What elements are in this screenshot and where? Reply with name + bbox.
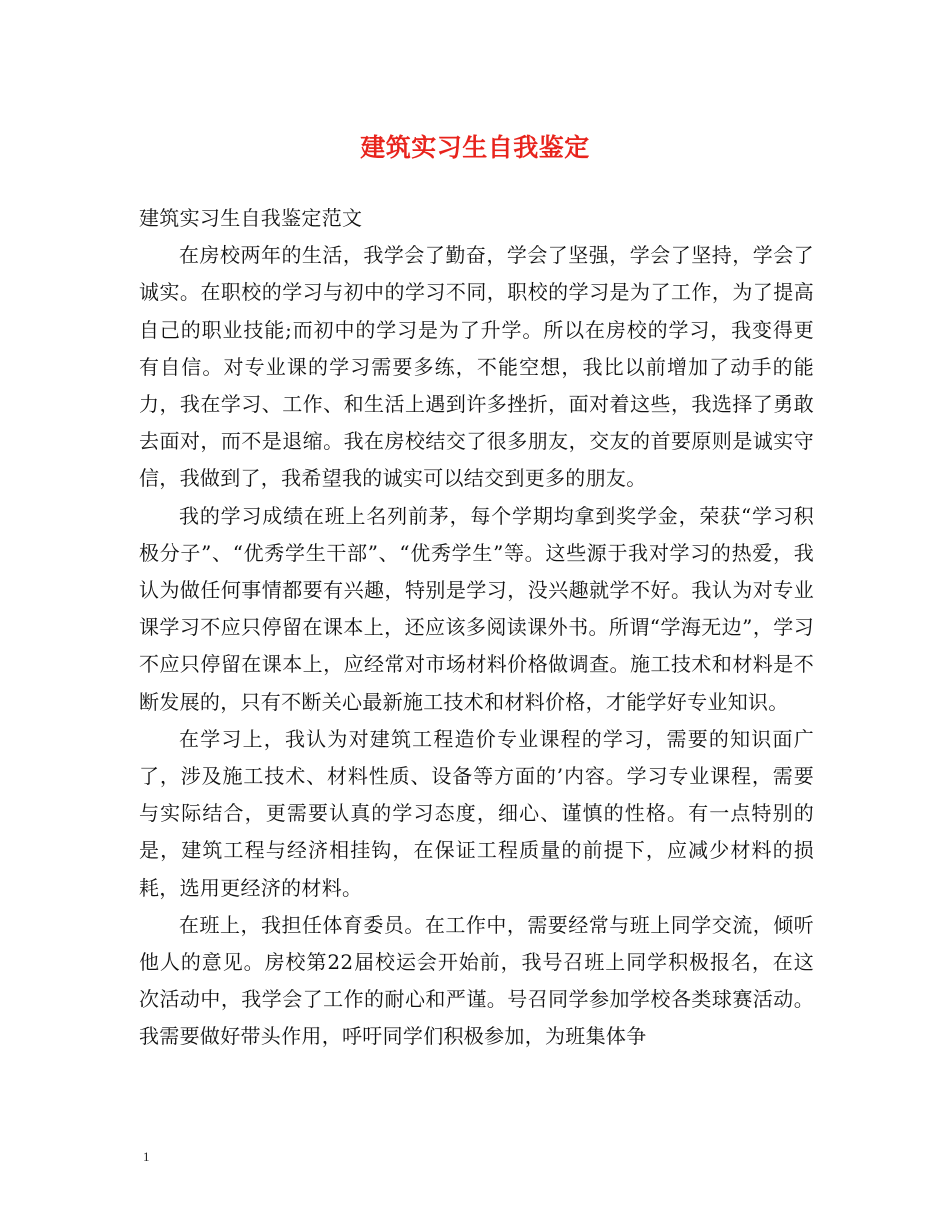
body-paragraph: 在班上，我担任体育委员。在工作中，需要经常与班上同学交流，倾听他人的意见。房校第22届校运会开始前，我号召班上同学积极报名，在这次活动中，我学会了工作的耐心和严谨。号召同学参加学校各类球赛活动。我需要做好带头作用，呼吁同学们积极参加，为班集体争 xyxy=(139,912,814,1049)
document-title: 建筑实习生自我鉴定 xyxy=(360,133,590,162)
body-paragraph: 在学习上，我认为对建筑工程造价专业课程的学习，需要的知识面广了，涉及施工技术、材料性质、设备等方面的’内容。学习专业课程，需要与实际结合，更需要认真的学习态度，细心、谨慎的性格。有一点特别的是，建筑工程与经济相挂钩，在保证工程质量的前提下，应减少材料的损耗，选用更经济的材料。 xyxy=(139,726,814,900)
document-body xyxy=(139,200,814,1056)
body-paragraph: 我的学习成绩在班上名列前茅，每个学期均拿到奖学金，荣获“学习积极分子”、“优秀学生干部”、“优秀学生”等。这些源于我对学习的热爱，我认为做任何事情都要有兴趣，特别是学习，没兴趣就学不好。我认为对专业课学习不应只停留在课本上，还应该多阅读课外书。所谓“学海无边”，学习不应只停留在课本上，应经常对市场材料价格做调查。施工技术和材料是不断发展的，只有不断关心最新施工技术和材料价格，才能学好专业知识。 xyxy=(139,503,814,714)
document-subtitle: 建筑实习生自我鉴定范文 xyxy=(139,206,363,230)
page-number: 1 xyxy=(143,1149,150,1164)
body-paragraph: 在房校两年的生活，我学会了勤奋，学会了坚强，学会了坚持，学会了诚实。在职校的学习与初中的学习不同，职校的学习是为了工作，为了提高自己的职业技能;而初中的学习是为了升学。所以在房校的学习，我变得更有自信。对专业课的学习需要多练，不能空想，我比以前增加了动手的能力，我在学习、工作、和生活上遇到许多挫折，面对着这些，我选择了勇敢去面对，而不是退缩。我在房校结交了很多朋友，交友的首要原则是诚实守信，我做到了，我希望我的诚实可以结交到更多的朋友。 xyxy=(139,243,814,491)
